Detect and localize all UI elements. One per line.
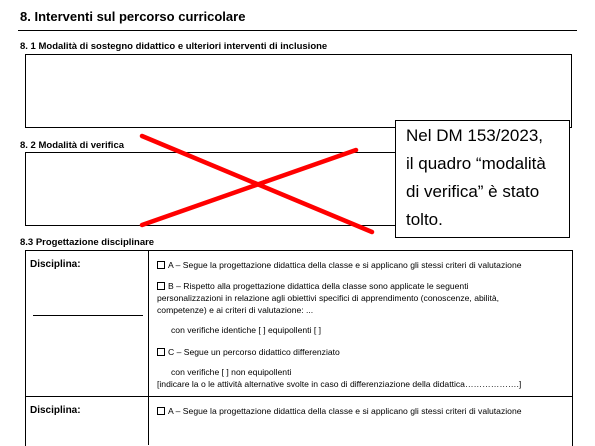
table-row-divider: [25, 396, 572, 397]
option-b-label-3: competenze) e ai criteri di valutazione: ...: [157, 305, 314, 315]
option-a-checkbox[interactable]: [157, 261, 165, 269]
section-title: 8. Interventi sul percorso curricolare: [20, 9, 246, 24]
section-title-rule: [18, 30, 577, 31]
table-column-divider: [148, 250, 149, 445]
subsection-8-2-title: 8. 2 Modalità di verifica: [20, 140, 125, 151]
subsection-8-1-textbox[interactable]: [25, 54, 572, 128]
option-c-row: [157, 346, 340, 358]
option-b-label-1: B – Rispetto alla progettazione didattica della classe sono applicate le seguenti: [168, 281, 469, 291]
callout-note: [395, 120, 570, 238]
option-a-label-2: A – Segue la progettazione didattica della classe e si applicano gli stessi criteri di valutazione: [168, 406, 522, 416]
option-b-verifiche: con verifiche identiche [ ] equipollenti [ ]: [171, 325, 322, 335]
option-c-note: [indicare la o le attività alternative svolte in caso di differenziazione della didattica……………….]: [157, 379, 522, 389]
option-c-checkbox[interactable]: [157, 348, 165, 356]
option-a-label: A – Segue la progettazione didattica della classe e si applicano gli stessi criteri di valutazione: [168, 260, 522, 270]
option-c-label: C – Segue un percorso didattico differenziato: [168, 347, 340, 357]
callout-line-1: Nel DM 153/2023,: [406, 126, 544, 145]
option-b-checkbox[interactable]: [157, 282, 165, 290]
subsection-8-2-textbox[interactable]: [25, 152, 397, 226]
callout-line-2: il quadro “modalità: [406, 154, 546, 173]
subsection-8-3-title: 8.3 Progettazione disciplinare: [20, 237, 155, 248]
option-b-label-2: personalizzazioni in relazione agli obiettivi specifici di apprendimento (conoscenze, abilità,: [157, 293, 500, 303]
option-a-row-2: [157, 405, 522, 417]
discipline-label-1: Disciplina:: [30, 259, 81, 270]
option-a-checkbox-2[interactable]: [157, 407, 165, 415]
option-c-verifiche: con verifiche [ ] non equipollenti: [171, 367, 292, 377]
callout-line-3: di verifica” è stato: [406, 182, 540, 201]
discipline-label-2: Disciplina:: [30, 405, 81, 416]
option-b-row: [157, 280, 469, 292]
callout-line-4: tolto.: [406, 210, 443, 229]
option-a-row: [157, 259, 522, 271]
discipline-name-line[interactable]: [33, 315, 143, 316]
subsection-8-1-title: 8. 1 Modalità di sostegno didattico e ulteriori interventi di inclusione: [20, 41, 328, 52]
